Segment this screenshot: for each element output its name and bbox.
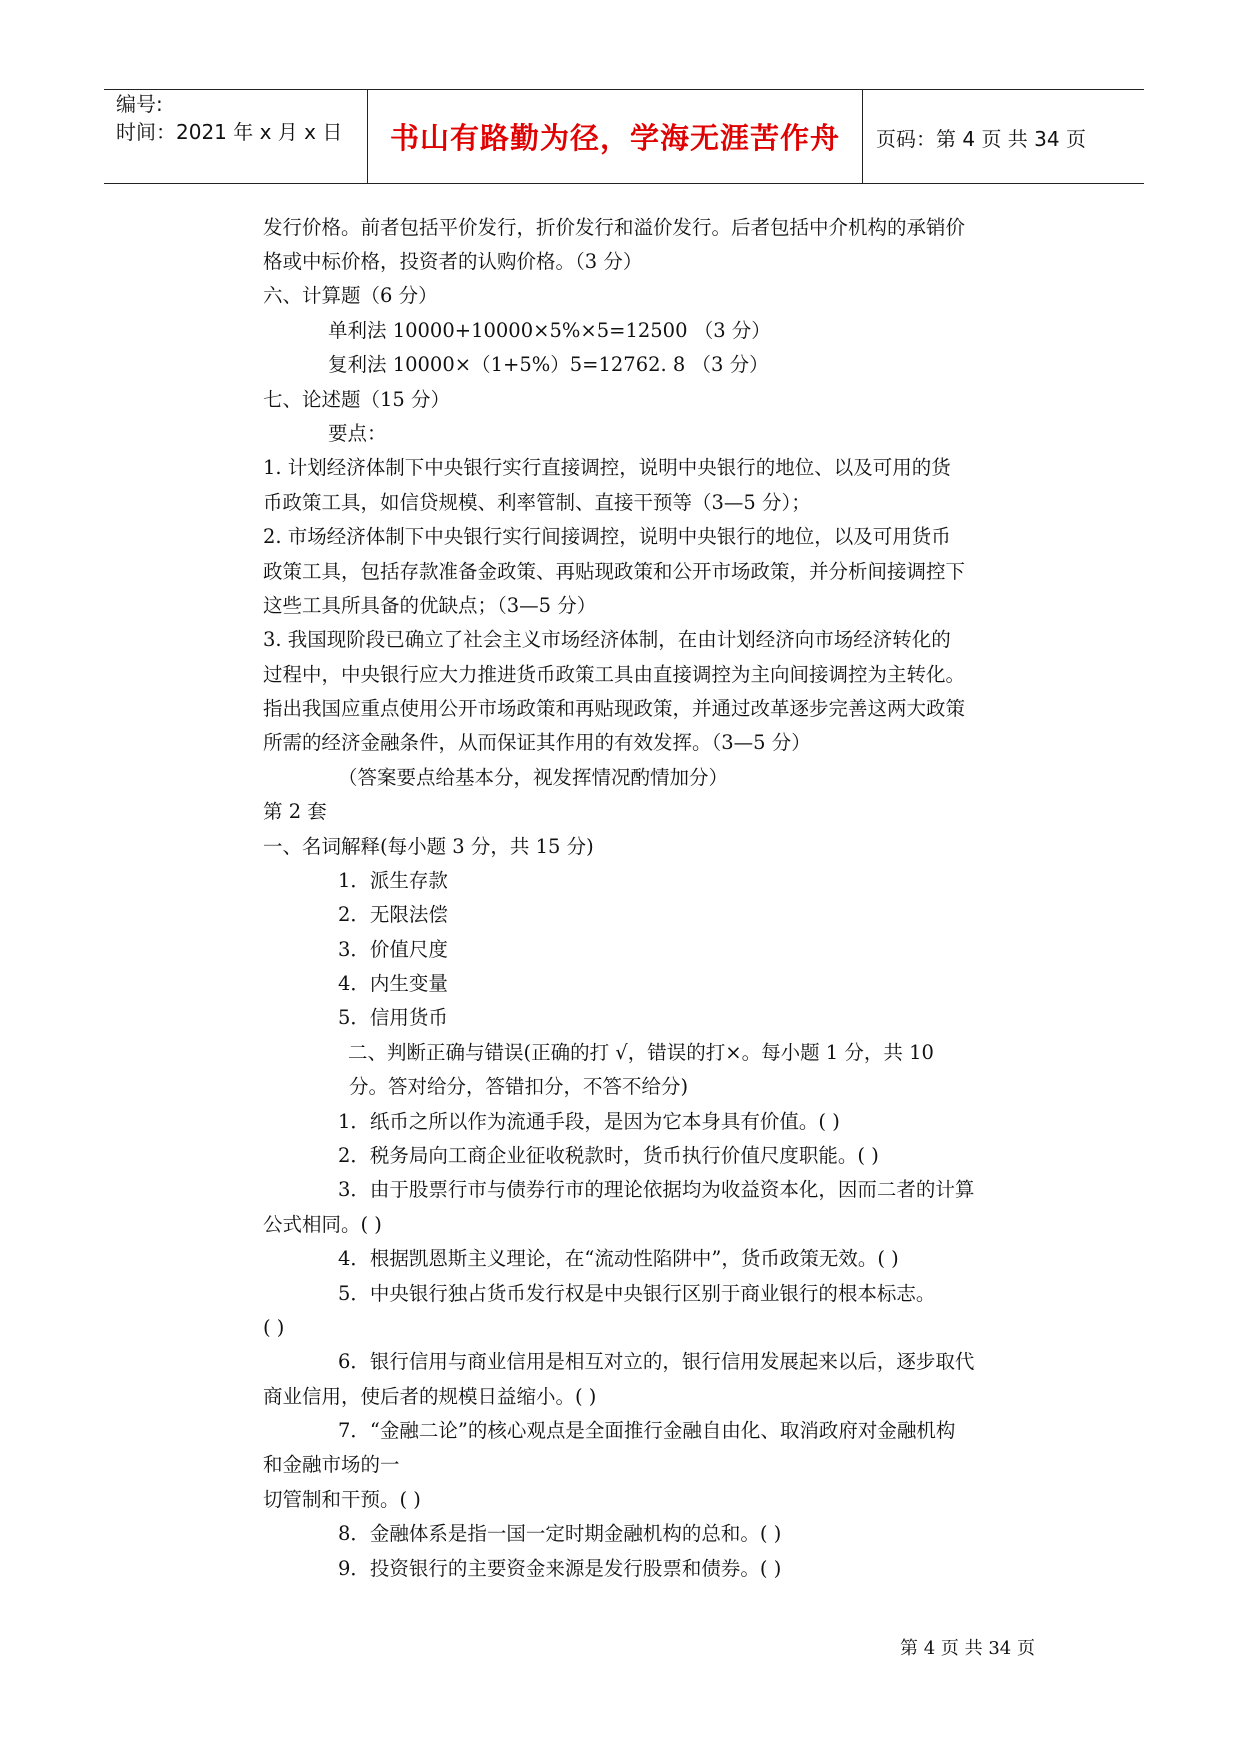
section-heading: 二、判断正确与错误(正确的打 √，错误的打×。每小题 1 分，共 10 — [348, 1041, 934, 1064]
header-meta-cell — [104, 90, 368, 183]
header-motto-cell — [368, 90, 863, 183]
list-item: 7．“金融二论”的核心观点是全面推行金融自由化、取消政府对金融机构 — [338, 1419, 956, 1442]
text-line: 格或中标价格，投资者的认购价格。（3 分） — [263, 250, 643, 273]
section-heading: 七、论述题（15 分） — [263, 388, 451, 411]
text-line: （答案要点给基本分，视发挥情况酌情加分） — [338, 766, 729, 789]
text-line: 1. 计划经济体制下中央银行实行直接调控，说明中央银行的地位、以及可用的货 — [263, 456, 951, 479]
list-item: 3．由于股票行市与债券行市的理论依据均为收益资本化，因而二者的计算 — [338, 1178, 975, 1201]
list-item: 3．价值尺度 — [338, 938, 448, 961]
list-item: 1．派生存款 — [338, 869, 448, 892]
text-line: 公式相同。( ) — [263, 1213, 382, 1236]
text-line: 发行价格。前者包括平价发行，折价发行和溢价发行。后者包括中介机构的承销价 — [263, 216, 966, 239]
text-line: 币政策工具，如信贷规模、利率管制、直接干预等（3—5 分）； — [263, 491, 811, 514]
document-time-label: 时间：2021 年 x 月 x 日 — [116, 120, 343, 144]
text-line: 所需的经济金融条件，从而保证其作用的有效发挥。（3—5 分） — [263, 731, 811, 754]
text-line: 单利法 10000+10000×5%×5=12500 （3 分） — [328, 319, 771, 342]
list-item: 8．金融体系是指一国一定时期金融机构的总和。( ) — [338, 1522, 782, 1545]
section-heading: 六、计算题（6 分） — [263, 284, 438, 307]
list-item: 1．纸币之所以作为流通手段，是因为它本身具有价值。( ) — [338, 1110, 840, 1133]
list-item: 9．投资银行的主要资金来源是发行股票和债券。( ) — [338, 1557, 782, 1580]
text-line: 指出我国应重点使用公开市场政策和再贴现政策，并通过改革逐步完善这两大政策 — [263, 697, 966, 720]
text-line: 这些工具所具备的优缺点；（3—5 分） — [263, 594, 597, 617]
list-item: 5．信用货币 — [338, 1006, 448, 1029]
text-line: 3. 我国现阶段已确立了社会主义市场经济体制，在由计划经济向市场经济转化的 — [263, 628, 951, 651]
page-header — [104, 89, 1144, 184]
section-heading: 一、名词解释(每小题 3 分，共 15 分) — [263, 835, 594, 858]
list-item: 2．无限法偿 — [338, 903, 448, 926]
text-line: 过程中，中央银行应大力推进货币政策工具由直接调控为主向间接调控为主转化。 — [263, 663, 966, 686]
text-line: 和金融市场的一 — [263, 1453, 400, 1476]
text-line: ( ) — [263, 1316, 285, 1339]
header-page-info: 页码：第 4 页 共 34 页 — [876, 127, 1086, 151]
text-line: 商业信用，使后者的规模日益缩小。( ) — [263, 1385, 597, 1408]
text-line: 2. 市场经济体制下中央银行实行间接调控，说明中央银行的地位，以及可用货币 — [263, 525, 951, 548]
list-item: 4．内生变量 — [338, 972, 448, 995]
document-number-label: 编号: — [116, 92, 163, 116]
text-line: 分。答对给分，答错扣分，不答不给分) — [349, 1075, 689, 1098]
text-line: 政策工具，包括存款准备金政策、再贴现政策和公开市场政策，并分析间接调控下 — [263, 560, 966, 583]
list-item: 6．银行信用与商业信用是相互对立的，银行信用发展起来以后，逐步取代 — [338, 1350, 975, 1373]
header-motto: 书山有路勤为径，学海无涯苦作舟 — [389, 121, 840, 155]
section-heading: 第 2 套 — [263, 800, 327, 823]
page-footer: 第 4 页 共 34 页 — [900, 1638, 1035, 1659]
list-item: 4．根据凯恩斯主义理论，在“流动性陷阱中”，货币政策无效。( ) — [338, 1247, 899, 1270]
text-line: 要点： — [328, 422, 387, 445]
text-line: 切管制和干预。( ) — [263, 1488, 421, 1511]
list-item: 2．税务局向工商企业征收税款时，货币执行价值尺度职能。( ) — [338, 1144, 879, 1167]
list-item: 5．中央银行独占货币发行权是中央银行区别于商业银行的根本标志。 — [338, 1282, 936, 1305]
header-page-cell — [863, 90, 1144, 183]
text-line: 复利法 10000×（1+5%）5=12762. 8 （3 分） — [328, 353, 769, 376]
